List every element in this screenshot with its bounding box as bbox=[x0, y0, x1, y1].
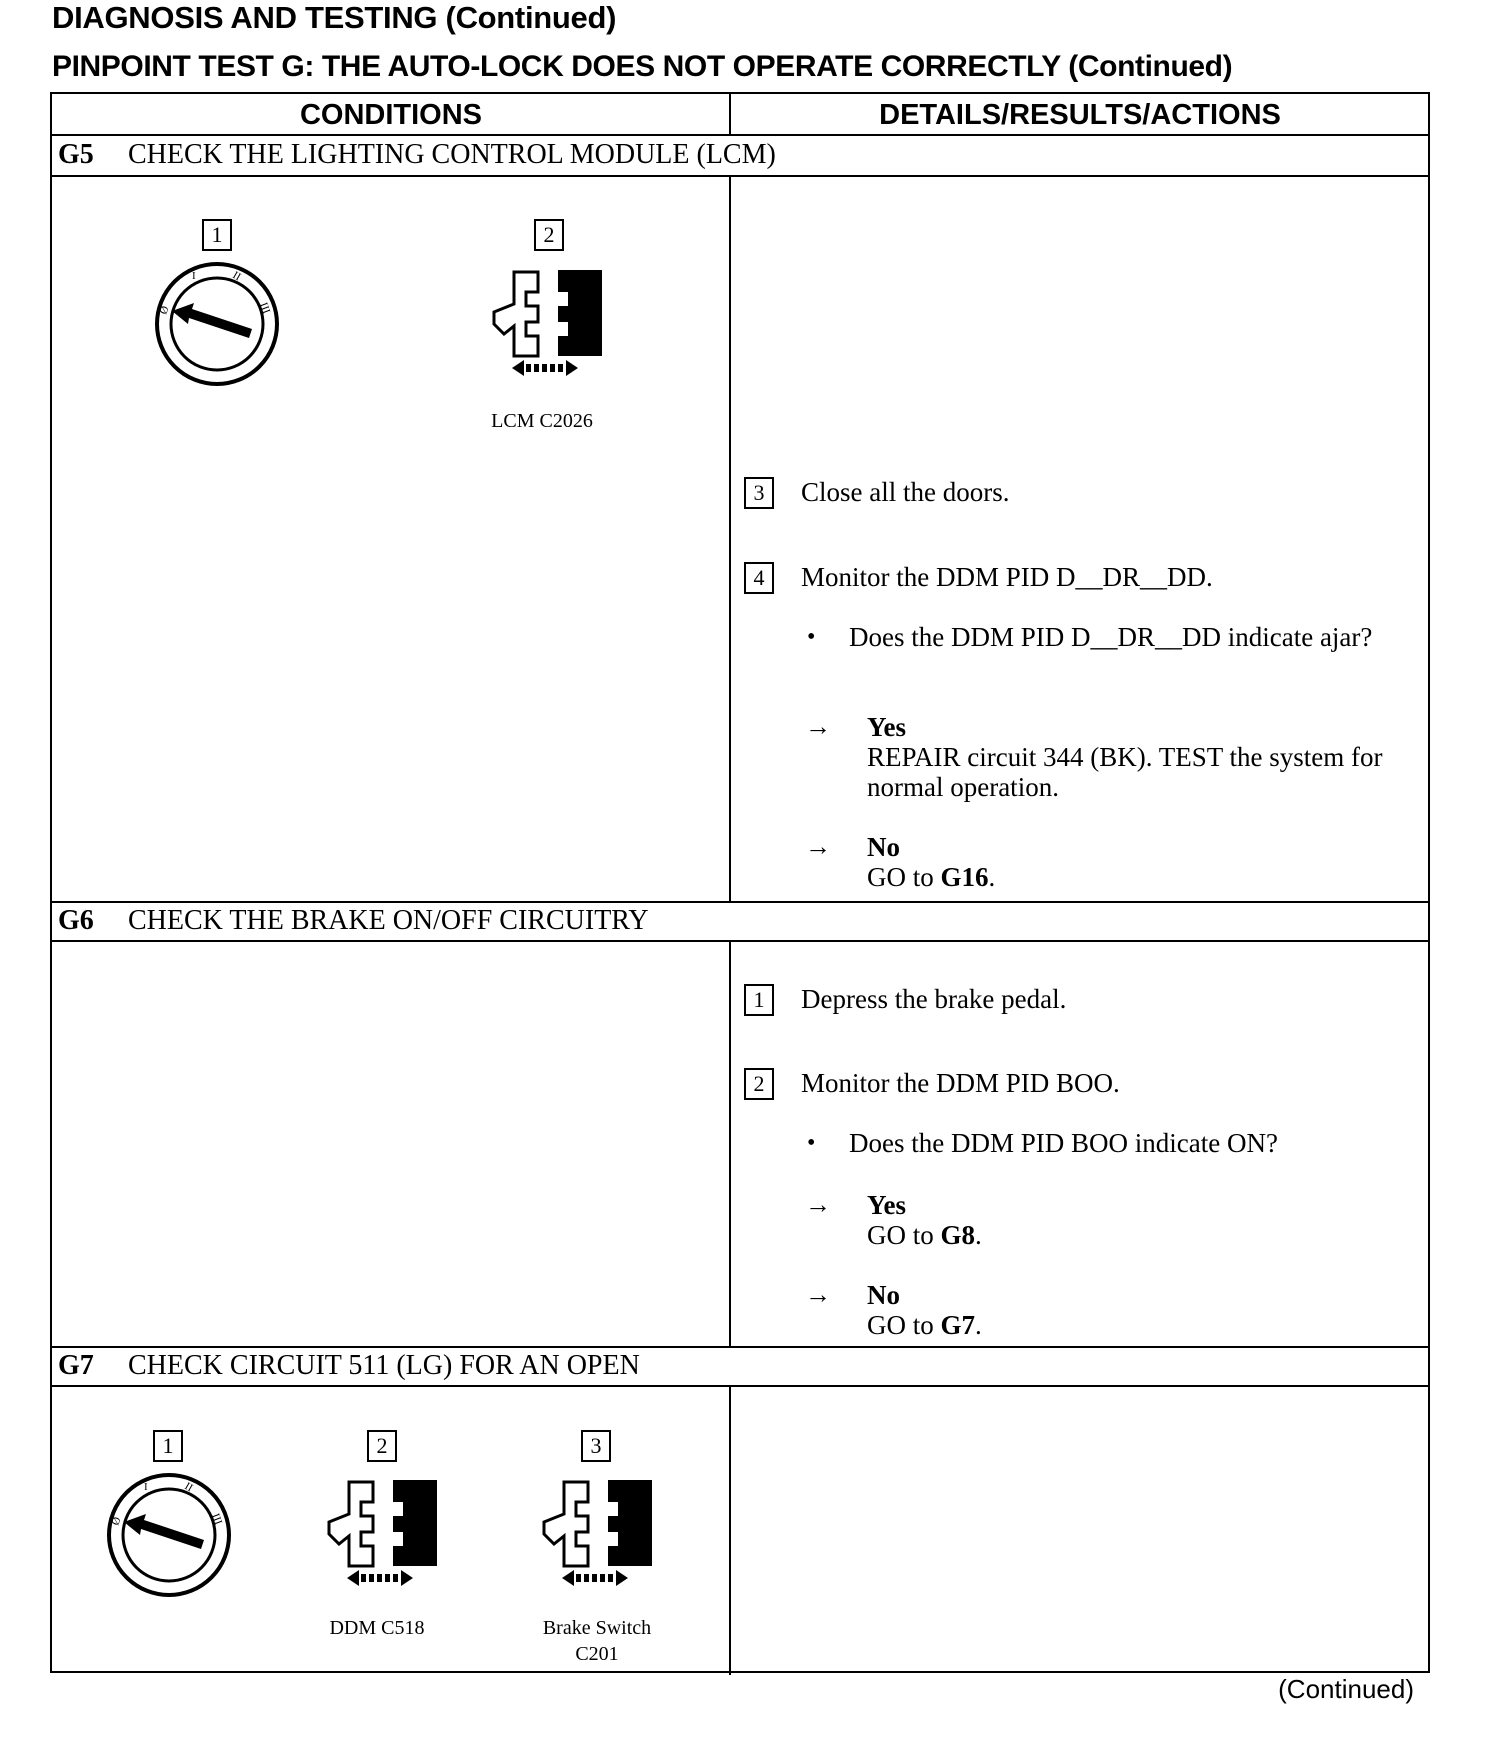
svg-text:Ø: Ø bbox=[157, 304, 172, 317]
yes-label: Yes bbox=[867, 712, 906, 742]
step-instruction: Monitor the DDM PID BOO. bbox=[801, 1068, 1120, 1098]
bullet: • bbox=[807, 624, 816, 650]
no-action: GO to bbox=[867, 862, 941, 892]
goto-target: G7 bbox=[940, 1310, 976, 1340]
goto-target: G8 bbox=[940, 1220, 976, 1250]
arrow-icon: → bbox=[805, 712, 831, 741]
divider bbox=[729, 940, 731, 1346]
figure-number-box: 3 bbox=[581, 1430, 611, 1462]
divider bbox=[52, 1385, 1428, 1387]
pinpoint-test-table bbox=[50, 92, 1430, 1673]
svg-text:III: III bbox=[257, 300, 273, 316]
divider bbox=[729, 175, 731, 901]
svg-text:I: I bbox=[144, 1481, 148, 1493]
punctuation: . bbox=[988, 862, 996, 892]
yes-result bbox=[867, 1190, 982, 1250]
continued-footer: (Continued) bbox=[1278, 1674, 1414, 1704]
punctuation: . bbox=[975, 1310, 982, 1340]
connector-label: LCM C2026 bbox=[491, 410, 593, 432]
step-g6-header bbox=[58, 902, 649, 940]
step-instruction: Monitor the DDM PID D__DR__DD. bbox=[801, 562, 1213, 592]
step-number-box: 4 bbox=[744, 562, 774, 594]
step-g5-header bbox=[58, 136, 776, 174]
yes-action: GO to bbox=[867, 1220, 941, 1250]
divider bbox=[52, 940, 1428, 942]
arrow-icon: → bbox=[805, 1280, 831, 1309]
step-id: G6 bbox=[58, 905, 94, 936]
ignition-switch-icon bbox=[152, 259, 282, 389]
divider bbox=[729, 94, 731, 134]
step-id: G7 bbox=[58, 1350, 94, 1381]
figure-number-box: 2 bbox=[367, 1430, 397, 1462]
svg-text:II: II bbox=[182, 1480, 195, 1495]
yes-label: Yes bbox=[867, 1190, 906, 1220]
figure-number-box: 1 bbox=[202, 219, 232, 251]
ignition-switch-icon bbox=[104, 1470, 234, 1600]
pinpoint-test-title: PINPOINT TEST G: THE AUTO-LOCK DOES NOT OPERATE CORRECTLY (Continued) bbox=[52, 50, 1233, 83]
connector-icon bbox=[532, 1474, 662, 1594]
step-title: CHECK CIRCUIT 511 (LG) FOR AN OPEN bbox=[128, 1350, 640, 1381]
goto-target: G16 bbox=[940, 862, 989, 892]
step-title: CHECK THE LIGHTING CONTROL MODULE (LCM) bbox=[128, 139, 776, 170]
connector-label bbox=[507, 1615, 687, 1667]
bullet: • bbox=[807, 1130, 816, 1156]
figure-number-box: 2 bbox=[534, 219, 564, 251]
yes-result bbox=[867, 712, 1407, 802]
step-number-box: 3 bbox=[744, 477, 774, 509]
step-id: G5 bbox=[58, 139, 94, 170]
step-number-box: 1 bbox=[744, 984, 774, 1016]
test-question: Does the DDM PID BOO indicate ON? bbox=[849, 1128, 1278, 1158]
connector-label: DDM C518 bbox=[329, 1617, 425, 1639]
svg-text:I: I bbox=[192, 270, 196, 282]
step-title: CHECK THE BRAKE ON/OFF CIRCUITRY bbox=[128, 905, 649, 936]
arrow-icon: → bbox=[805, 832, 831, 861]
step-g7-header bbox=[58, 1347, 640, 1385]
connector-icon bbox=[482, 264, 612, 384]
arrow-icon: → bbox=[805, 1190, 831, 1219]
no-result bbox=[867, 1280, 982, 1340]
step-instruction: Close all the doors. bbox=[801, 477, 1010, 507]
divider bbox=[729, 1385, 731, 1675]
connector-label-line: Brake Switch bbox=[542, 1617, 652, 1639]
step-instruction: Depress the brake pedal. bbox=[801, 984, 1067, 1014]
punctuation: . bbox=[975, 1220, 982, 1250]
svg-text:III: III bbox=[209, 1511, 225, 1527]
no-label: No bbox=[867, 1280, 900, 1310]
details-column-header: DETAILS/RESULTS/ACTIONS bbox=[879, 99, 1281, 131]
conditions-column-header: CONDITIONS bbox=[299, 99, 483, 131]
test-question: Does the DDM PID D__DR__DD indicate ajar? bbox=[849, 622, 1373, 652]
connector-label-line: C201 bbox=[575, 1643, 619, 1665]
divider bbox=[52, 175, 1428, 177]
yes-action: REPAIR circuit 344 (BK). TEST the system for normal operation. bbox=[867, 742, 1383, 802]
no-label: No bbox=[867, 832, 900, 862]
no-action: GO to bbox=[867, 1310, 941, 1340]
no-result bbox=[867, 832, 995, 892]
step-number-box: 2 bbox=[744, 1068, 774, 1100]
svg-text:Ø: Ø bbox=[109, 1515, 124, 1528]
page-title: DIAGNOSIS AND TESTING (Continued) bbox=[52, 0, 617, 35]
connector-icon bbox=[317, 1474, 447, 1594]
figure-number-box: 1 bbox=[153, 1430, 183, 1462]
svg-text:II: II bbox=[230, 269, 243, 284]
